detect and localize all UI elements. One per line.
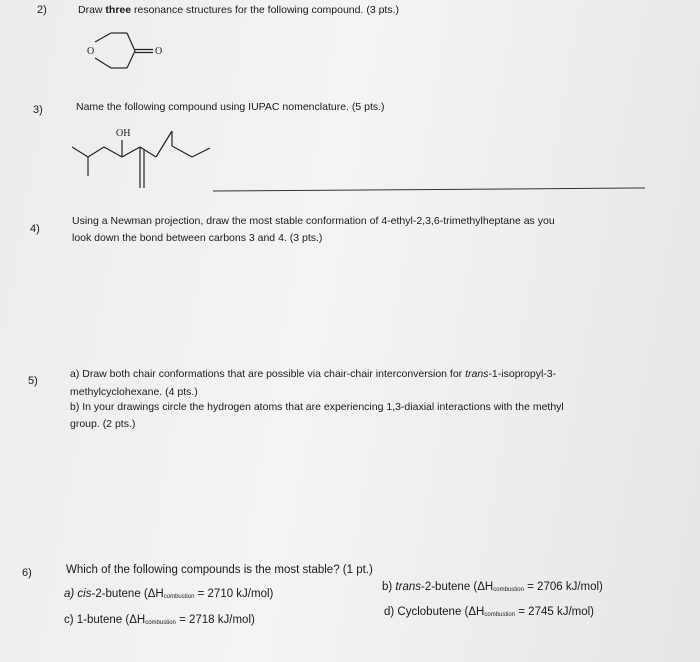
q5-line1-post: -1-isopropyl-3- — [488, 368, 557, 380]
q3-bond — [192, 148, 210, 157]
q2-structure — [75, 26, 185, 76]
q6-option-c-value: = 2718 kJ/mol) — [175, 614, 255, 626]
q6-option-c-subscript: combustion — [145, 620, 176, 626]
q3-bond — [172, 146, 192, 157]
q3-bond — [156, 131, 172, 157]
q3-bond — [72, 147, 88, 157]
q6-option-d-label: d) — [384, 606, 398, 618]
q6-option-b-value: = 2706 kJ/mol) — [523, 581, 603, 593]
q5-line2: methylcyclohexane. (4 pts.) — [70, 386, 198, 398]
q6-number: 6) — [22, 567, 32, 579]
q6-option-a — [64, 585, 273, 606]
q6-option-a-value: = 2710 kJ/mol) — [194, 588, 274, 600]
q6-option-c-name: 1-butene (ΔH — [76, 614, 146, 626]
q3-bond — [88, 147, 104, 157]
q3-answer-line — [213, 187, 645, 191]
q6-option-b-italic: trans — [395, 581, 421, 593]
q6-option-a-subscript: combustion — [163, 594, 195, 600]
q3-bond — [104, 147, 122, 157]
q2-bond — [95, 58, 111, 68]
q2-text-pre: Draw — [78, 4, 106, 16]
q2-bond — [127, 51, 135, 68]
q6-option-a-label: a) — [64, 588, 78, 600]
q6-option-d-subscript: combustion — [484, 612, 516, 618]
q3-bond — [122, 147, 140, 157]
q5-line1-pre: a) Draw both chair conformations that are possible via chair-chair interconversion for — [70, 368, 466, 380]
q6-option-b-label: b) — [382, 581, 396, 593]
q6-option-a-italic: cis — [77, 588, 92, 600]
q5-line1 — [70, 367, 556, 381]
q6-question: Which of the following compounds is the most stable? (1 pt.) — [66, 564, 373, 576]
q3-bond — [140, 147, 156, 157]
q4-number: 4) — [30, 223, 40, 235]
q6-option-d — [384, 603, 594, 624]
q3-oh-label: OH — [116, 128, 131, 139]
q4-line2: look down the bond between carbons 3 and 4. (3 pts.) — [72, 232, 323, 244]
q6-option-b-name: -2-butene (ΔH — [421, 581, 494, 593]
q2-number: 2) — [37, 4, 47, 16]
q6-option-b — [382, 578, 603, 599]
q2-text-post: resonance structures for the following compound. (3 pts.) — [131, 4, 399, 16]
q6-option-c-label: c) — [64, 614, 77, 626]
q6-option-d-name: Cyclobutene (ΔH — [397, 606, 485, 618]
q2-text — [78, 3, 399, 17]
q3-structure — [70, 124, 220, 196]
q2-bond — [127, 33, 135, 51]
q5-line1-italic: trans — [465, 368, 489, 380]
q6-option-d-value: = 2745 kJ/mol) — [515, 606, 595, 618]
q6-option-c — [64, 611, 255, 632]
q3-number: 3) — [33, 104, 43, 116]
q2-ring-oxygen: O — [87, 46, 95, 57]
q5-line4: group. (2 pts.) — [70, 418, 136, 430]
q2-bond — [95, 33, 111, 42]
q6-option-b-subscript: combustion — [493, 587, 524, 593]
q5-line3: b) In your drawings circle the hydrogen atoms that are experiencing 1,3-diaxial interactions with the methyl — [70, 401, 564, 413]
q6-option-a-name: -2-butene (ΔH — [91, 588, 164, 600]
q2-text-bold: three — [105, 4, 132, 16]
q5-number: 5) — [28, 375, 38, 387]
q2-carbonyl-oxygen: O — [155, 46, 163, 57]
q4-line1: Using a Newman projection, draw the most stable conformation of 4-ethyl-2,3,6-trimethylheptane as you — [72, 215, 555, 227]
q3-text: Name the following compound using IUPAC nomenclature. (5 pts.) — [76, 101, 385, 113]
